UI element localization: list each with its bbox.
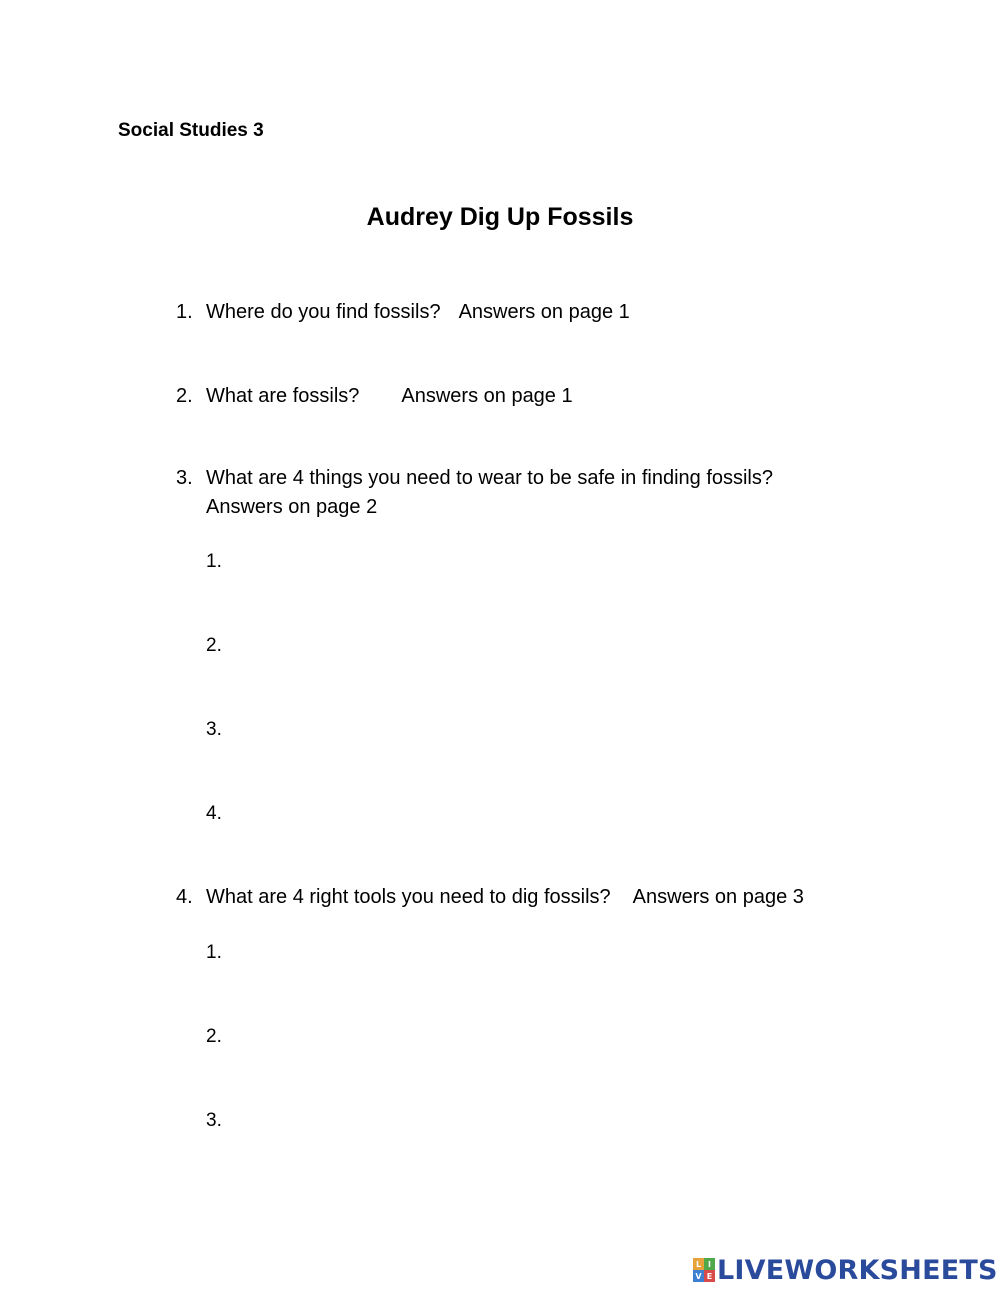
logo-mark-letter: V <box>693 1270 704 1282</box>
question-3-answer-slot-2: 2. <box>206 635 222 656</box>
question-1-number: 1. <box>176 301 193 323</box>
logo-mark-letter: L <box>693 1258 704 1270</box>
liveworksheets-logo-icon <box>693 1258 715 1282</box>
liveworksheets-logo-text: LIVEWORKSHEETS <box>717 1254 998 1286</box>
question-4-number: 4. <box>176 886 193 908</box>
question-4-answer-slot-1: 1. <box>206 942 222 963</box>
question-4 <box>206 885 804 909</box>
question-4-answer-slot-2: 2. <box>206 1026 222 1047</box>
subject-label: Social Studies 3 <box>118 120 264 141</box>
question-2-text: What are fossils? <box>206 385 360 407</box>
question-1-text: Where do you find fossils? <box>206 301 441 323</box>
question-2-number: 2. <box>176 385 193 407</box>
logo-mark-letter: I <box>704 1258 715 1270</box>
question-4-answer-slot-3: 3. <box>206 1110 222 1131</box>
question-2-answer-ref: Answers on page 1 <box>401 385 573 407</box>
question-3-answer-slot-4: 4. <box>206 803 222 824</box>
question-2 <box>206 384 573 408</box>
question-3-answer-ref: Answers on page 2 <box>206 496 378 518</box>
question-4-text: What are 4 right tools you need to dig fossils? <box>206 886 611 908</box>
question-1-answer-ref: Answers on page 1 <box>458 301 630 323</box>
worksheet-title: Audrey Dig Up Fossils <box>366 203 634 231</box>
question-3-text: What are 4 things you need to wear to be safe in finding fossils? <box>206 467 774 489</box>
logo-mark-letter: E <box>704 1270 715 1282</box>
question-4-answer-ref: Answers on page 3 <box>632 886 804 908</box>
question-3-number: 3. <box>176 467 193 489</box>
question-3-answer-slot-1: 1. <box>206 551 222 572</box>
question-1 <box>206 300 630 324</box>
liveworksheets-logo <box>693 1253 998 1287</box>
question-3-answer-slot-3: 3. <box>206 719 222 740</box>
